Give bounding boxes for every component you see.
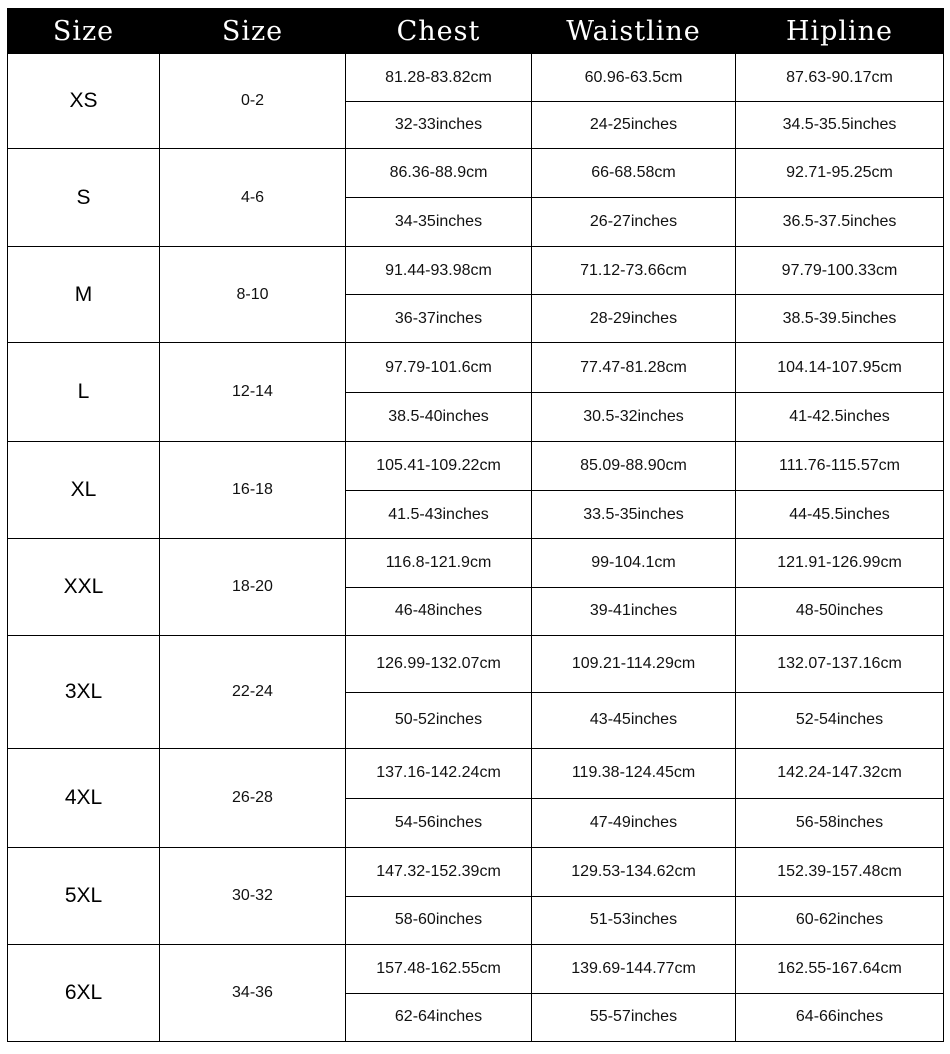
size-label-cell: XS (8, 54, 160, 149)
chest-cm-cell: 86.36-88.9cm (346, 149, 532, 198)
waist-inches-cell: 47-49inches (532, 798, 736, 847)
waist-cm-cell: 66-68.58cm (532, 149, 736, 198)
chest-cm-cell: 157.48-162.55cm (346, 944, 532, 993)
chest-cm-cell: 116.8-121.9cm (346, 539, 532, 587)
waist-cm-cell: 85.09-88.90cm (532, 442, 736, 491)
chest-inches-cell: 62-64inches (346, 993, 532, 1041)
waist-cm-cell: 71.12-73.66cm (532, 247, 736, 295)
size-number-cell: 30-32 (160, 847, 346, 944)
table-row (8, 944, 944, 993)
hip-inches-cell: 64-66inches (736, 993, 944, 1041)
chest-cm-cell: 137.16-142.24cm (346, 748, 532, 798)
waist-inches-cell: 39-41inches (532, 587, 736, 635)
table-row (8, 748, 944, 798)
hip-cm-cell: 92.71-95.25cm (736, 149, 944, 198)
chest-inches-cell: 46-48inches (346, 587, 532, 635)
chest-cm-cell: 126.99-132.07cm (346, 635, 532, 692)
header-size-number: Size (160, 9, 346, 54)
waist-inches-cell: 26-27inches (532, 198, 736, 247)
waist-inches-cell: 43-45inches (532, 692, 736, 748)
chest-inches-cell: 54-56inches (346, 798, 532, 847)
size-chart-table (7, 8, 944, 1042)
waist-inches-cell: 28-29inches (532, 295, 736, 343)
header-row (8, 9, 944, 54)
chest-cm-cell: 81.28-83.82cm (346, 54, 532, 102)
size-number-cell: 18-20 (160, 539, 346, 635)
chest-cm-cell: 97.79-101.6cm (346, 343, 532, 393)
waist-cm-cell: 99-104.1cm (532, 539, 736, 587)
chest-inches-cell: 36-37inches (346, 295, 532, 343)
hip-inches-cell: 52-54inches (736, 692, 944, 748)
chest-cm-cell: 147.32-152.39cm (346, 847, 532, 896)
table-row (8, 847, 944, 896)
waist-cm-cell: 77.47-81.28cm (532, 343, 736, 393)
size-label-cell: 5XL (8, 847, 160, 944)
hip-cm-cell: 121.91-126.99cm (736, 539, 944, 587)
chest-inches-cell: 58-60inches (346, 896, 532, 944)
hip-inches-cell: 48-50inches (736, 587, 944, 635)
header-waistline: Waistline (532, 9, 736, 54)
size-number-cell: 12-14 (160, 343, 346, 442)
size-number-cell: 8-10 (160, 247, 346, 343)
table-row (8, 54, 944, 102)
hip-inches-cell: 60-62inches (736, 896, 944, 944)
size-number-cell: 16-18 (160, 442, 346, 539)
waist-cm-cell: 60.96-63.5cm (532, 54, 736, 102)
waist-cm-cell: 139.69-144.77cm (532, 944, 736, 993)
hip-cm-cell: 162.55-167.64cm (736, 944, 944, 993)
hip-cm-cell: 87.63-90.17cm (736, 54, 944, 102)
hip-cm-cell: 111.76-115.57cm (736, 442, 944, 491)
hip-cm-cell: 142.24-147.32cm (736, 748, 944, 798)
size-number-cell: 26-28 (160, 748, 346, 847)
size-label-cell: 6XL (8, 944, 160, 1041)
table-row (8, 343, 944, 393)
chest-inches-cell: 34-35inches (346, 198, 532, 247)
waist-cm-cell: 109.21-114.29cm (532, 635, 736, 692)
hip-inches-cell: 36.5-37.5inches (736, 198, 944, 247)
size-label-cell: 4XL (8, 748, 160, 847)
size-label-cell: L (8, 343, 160, 442)
size-label-cell: S (8, 149, 160, 247)
size-label-cell: 3XL (8, 635, 160, 748)
size-number-cell: 4-6 (160, 149, 346, 247)
size-label-cell: XXL (8, 539, 160, 635)
hip-inches-cell: 34.5-35.5inches (736, 102, 944, 149)
table-row (8, 442, 944, 491)
waist-inches-cell: 55-57inches (532, 993, 736, 1041)
waist-cm-cell: 119.38-124.45cm (532, 748, 736, 798)
chest-cm-cell: 91.44-93.98cm (346, 247, 532, 295)
waist-inches-cell: 33.5-35inches (532, 491, 736, 539)
table-row (8, 539, 944, 587)
waist-inches-cell: 51-53inches (532, 896, 736, 944)
header-size-label: Size (8, 9, 160, 54)
header-chest: Chest (346, 9, 532, 54)
size-number-cell: 34-36 (160, 944, 346, 1041)
table-row (8, 149, 944, 198)
hip-inches-cell: 56-58inches (736, 798, 944, 847)
hip-cm-cell: 132.07-137.16cm (736, 635, 944, 692)
size-label-cell: M (8, 247, 160, 343)
hip-cm-cell: 152.39-157.48cm (736, 847, 944, 896)
size-number-cell: 0-2 (160, 54, 346, 149)
chest-inches-cell: 38.5-40inches (346, 393, 532, 442)
waist-inches-cell: 30.5-32inches (532, 393, 736, 442)
table-row (8, 635, 944, 692)
chest-inches-cell: 50-52inches (346, 692, 532, 748)
header-hipline: Hipline (736, 9, 944, 54)
size-number-cell: 22-24 (160, 635, 346, 748)
chest-inches-cell: 41.5-43inches (346, 491, 532, 539)
hip-cm-cell: 97.79-100.33cm (736, 247, 944, 295)
chest-cm-cell: 105.41-109.22cm (346, 442, 532, 491)
waist-inches-cell: 24-25inches (532, 102, 736, 149)
hip-inches-cell: 38.5-39.5inches (736, 295, 944, 343)
chest-inches-cell: 32-33inches (346, 102, 532, 149)
hip-inches-cell: 41-42.5inches (736, 393, 944, 442)
table-row (8, 247, 944, 295)
waist-cm-cell: 129.53-134.62cm (532, 847, 736, 896)
size-label-cell: XL (8, 442, 160, 539)
hip-inches-cell: 44-45.5inches (736, 491, 944, 539)
hip-cm-cell: 104.14-107.95cm (736, 343, 944, 393)
